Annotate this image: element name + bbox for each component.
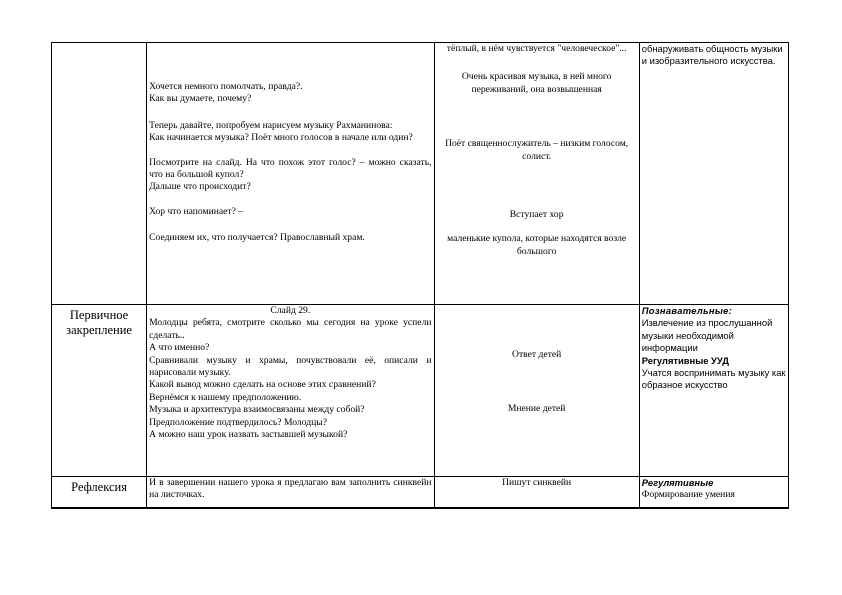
uud-heading: Регулятивные УУД xyxy=(641,354,729,366)
teacher-line: А можно наш урок назвать застывшей музыкой? xyxy=(149,429,348,441)
table-row xyxy=(52,43,789,305)
stage-cell xyxy=(52,305,147,477)
teacher-line: А что именно? xyxy=(149,342,210,354)
teacher-line: Хор что напоминает? – xyxy=(149,205,244,217)
teacher-activity-cell xyxy=(147,305,434,477)
teacher-activity-cell xyxy=(147,477,434,508)
teacher-line: Дальше что происходит? xyxy=(149,181,251,193)
stage-label: Рефлексия xyxy=(71,480,127,494)
stage-cell xyxy=(52,43,147,305)
teacher-line: Музыка и архитектура взаимосвязаны между собой? xyxy=(149,404,365,416)
uud-text: Учатся воспринимать музыку как образное искусство xyxy=(641,367,786,391)
uud-heading: Регулятивные xyxy=(641,477,714,488)
stage-cell xyxy=(52,477,147,508)
stage-label: Первичное закрепление xyxy=(66,308,132,337)
teacher-line: Посмотрите на слайд. На что похож этот голос? – можно сказать, что на большой купол? xyxy=(149,156,432,181)
uud-text: Формирование умения xyxy=(641,489,735,501)
teacher-line: Теперь давайте, попробуем нарисуем музыку Рахманинова: xyxy=(149,119,393,131)
teacher-line: Какой вывод можно сделать на основе этих сравнений? xyxy=(149,379,376,391)
teacher-line: Предположение подтвердилось? Молодцы? xyxy=(149,416,327,428)
teacher-line: Как вы думаете, почему? xyxy=(149,93,252,105)
uud-cell xyxy=(639,43,788,305)
uud-cell xyxy=(639,305,788,477)
teacher-line: Хочется немного помолчать, правда?. xyxy=(149,81,303,92)
teacher-line: Вернёмся к нашему предположению. xyxy=(149,391,302,403)
student-line: Очень красивая музыка, в ней много переживаний, она возвышенная xyxy=(461,71,612,95)
student-line: Вступает хор xyxy=(509,209,564,221)
student-line: Ответ детей xyxy=(512,349,562,360)
uud-heading: Познавательные: xyxy=(641,305,733,316)
teacher-line: И в завершении нашего урока я предлагаю вам заполнить синквейн на листочках. xyxy=(149,477,432,501)
uud-text: обнаруживать общность музыки и изобразительного искусства. xyxy=(641,43,783,67)
lesson-plan-table xyxy=(51,42,789,509)
table-row xyxy=(52,305,789,477)
student-line: маленькие купола, которые находятся возле большого xyxy=(447,233,627,257)
uud-text: Извлечение из прослушанной музыки необходимой информации xyxy=(641,317,773,354)
student-line: Мнение детей xyxy=(507,403,566,415)
table-row xyxy=(52,477,789,508)
teacher-line: Сравнивали музыку и храмы, почувствовали её, описали и нарисовали музыку. xyxy=(149,354,432,379)
student-activity-cell xyxy=(434,477,639,508)
student-activity-cell xyxy=(434,305,639,477)
teacher-line: Как начинается музыка? Поёт много голосов в начале или один? xyxy=(149,132,413,144)
teacher-line: Соединяем их, что получается? Православный храм. xyxy=(149,232,365,244)
student-line: Пишут синквейн xyxy=(502,477,572,488)
student-line: тёплый, в нём чувствуется "человеческое"... xyxy=(446,43,627,54)
uud-cell xyxy=(639,477,788,508)
student-line: Поёт священнослужитель – низким голосом, солист. xyxy=(445,138,629,162)
slide-label: Слайд 29. xyxy=(270,305,311,316)
teacher-activity-cell xyxy=(147,43,434,305)
student-activity-cell xyxy=(434,43,639,305)
teacher-line: Молодцы ребята, смотрите сколько мы сегодня на уроке успели сделать.. xyxy=(149,317,432,341)
